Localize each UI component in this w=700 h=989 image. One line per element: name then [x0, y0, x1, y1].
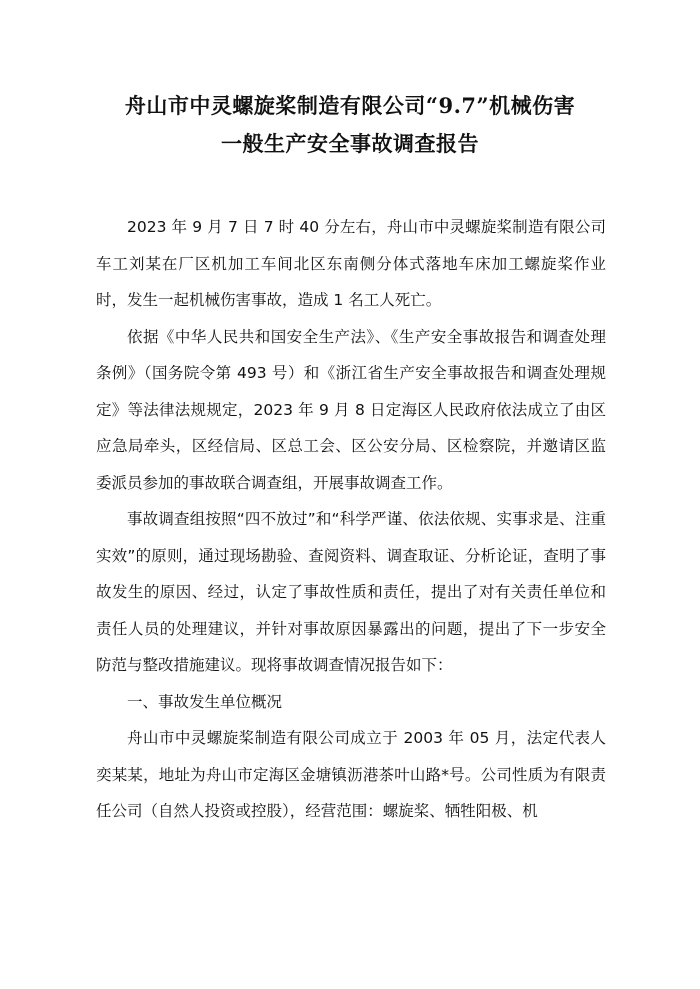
paragraph-incident-summary: 2023 年 9 月 7 日 7 时 40 分左右，舟山市中灵螺旋桨制造有限公司车工刘某在厂区机加工车间北区东南侧分体式落地车床加工螺旋桨作业时，发生一起机械伤害事故，造成 1 名工人死亡。 — [96, 218, 606, 309]
section-heading-company-overview: 一、事故发生单位概况 — [127, 692, 283, 711]
report-title-line-2: 一般生产安全事故调查报告 — [221, 131, 479, 156]
report-title-line-1: 舟山市中灵螺旋桨制造有限公司“9.7”机械伤害 — [124, 93, 576, 118]
paragraph-legal-basis: 依据《中华人民共和国安全生产法》、《生产安全事故报告和调查处理条例》（国务院令第 493 号）和《浙江省生产安全事故报告和调查处理规定》等法律法规规定，2023 年 9 月 8 日定海区人民政府依法成立了由区应急局牵头，区经信局、区总工会、区公安分局、区检察院，并邀请区监委派员参加的事故联合调查组，开展事故调查工作。 — [96, 327, 606, 492]
report-body — [96, 209, 606, 830]
paragraph-company-overview: 舟山市中灵螺旋桨制造有限公司成立于 2003 年 05 月，法定代表人奕某某，地址为舟山市定海区金塘镇沥港茶叶山路*号。公司性质为有限责任公司（自然人投资或控股），经营范围：螺旋桨、牺牲阳极、机 — [96, 729, 606, 820]
paragraph-investigation-principles: 事故调查组按照“四不放过”和“科学严谨、依法依规、实事求是、注重实效”的原则，通过现场勘验、查阅资料、调查取证、分析论证，查明了事故发生的原因、经过，认定了事故性质和责任，提出了对有关责任单位和责任人员的处理建议，并针对事故原因暴露出的问题，提出了下一步安全防范与整改措施建议。现将事故调查情况报告如下： — [96, 510, 606, 674]
